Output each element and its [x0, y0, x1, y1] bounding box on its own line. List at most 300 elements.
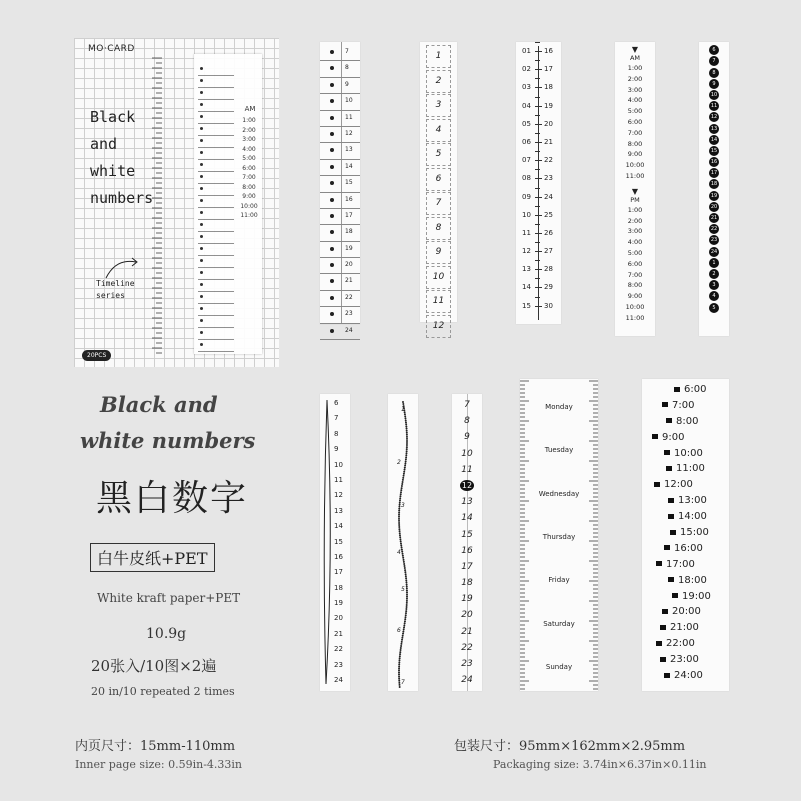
dot-icon — [200, 331, 203, 334]
dashed-box — [426, 70, 451, 93]
tick — [535, 160, 542, 161]
time-label: 10:00 — [625, 302, 645, 311]
dashed-box — [426, 119, 451, 142]
number-text: 10 — [461, 448, 473, 459]
tick — [535, 151, 540, 152]
number-label: 17 — [345, 211, 353, 219]
number-label: 21 — [345, 277, 353, 285]
package-title-line: white — [90, 162, 136, 180]
number-box-row — [320, 209, 360, 225]
dot-icon — [330, 247, 334, 251]
package-time: 4:00 — [242, 145, 256, 153]
package-inner-row — [198, 268, 234, 280]
tick — [535, 69, 542, 70]
day-left: 14 — [522, 283, 531, 292]
number-label: 3 — [435, 100, 442, 110]
number-label: 1 — [435, 51, 442, 61]
number-label — [452, 397, 482, 413]
tick — [535, 133, 540, 134]
day-ruler-row — [516, 300, 561, 318]
time-label: 10:00 — [625, 161, 645, 170]
tick — [535, 51, 542, 52]
dot-icon — [330, 198, 334, 202]
package-am-label: AM — [244, 105, 256, 113]
hour-row — [642, 542, 729, 558]
tick — [535, 178, 542, 179]
number-label: 1 — [401, 406, 405, 413]
number-box-row — [320, 193, 360, 209]
hour-label: 14:00 — [678, 511, 707, 523]
tick — [535, 60, 540, 61]
number-label: 11 — [432, 296, 445, 306]
dot-icon — [200, 259, 203, 262]
hour-row — [642, 431, 729, 447]
number-label: 22 — [334, 645, 343, 654]
hour-block-icon — [664, 545, 670, 550]
time-label: 4:00 — [627, 96, 643, 105]
time-label: 4:00 — [627, 238, 643, 247]
series-label: Timeline series — [96, 279, 135, 300]
number-label: 18 — [334, 583, 343, 592]
tick — [535, 287, 542, 288]
strip-numbered-boxes — [320, 42, 360, 334]
day-right: 17 — [544, 65, 553, 74]
day-left: 04 — [522, 101, 531, 110]
number-label: 1 — [712, 259, 716, 266]
hour-label: 18:00 — [678, 574, 707, 586]
day-left: 09 — [522, 192, 531, 201]
number-label: 24 — [334, 676, 343, 685]
strip-day-ruler — [516, 42, 561, 324]
day-right: 22 — [544, 156, 553, 165]
dashed-box — [426, 241, 451, 264]
number-circle — [709, 224, 719, 234]
dot-icon — [200, 79, 203, 82]
number-label: 11 — [710, 103, 718, 110]
info-material-en: White kraft paper+PET — [97, 591, 241, 605]
number-label: 15 — [334, 537, 343, 546]
number-label: 5 — [435, 149, 442, 159]
hour-row — [642, 621, 729, 637]
number-label: 19 — [334, 599, 343, 608]
number-label: 15 — [710, 147, 718, 154]
dot-icon — [330, 279, 334, 283]
number-box-row — [320, 45, 360, 61]
strip-bead-chain — [388, 394, 418, 691]
package-inner-row — [198, 196, 234, 208]
number-circle — [709, 112, 719, 122]
weekday-label: Tuesday — [544, 446, 574, 455]
package-inner-row — [198, 220, 234, 232]
number-text: 20 — [461, 610, 473, 621]
number-label — [452, 429, 482, 445]
day-right: 21 — [544, 137, 553, 146]
number-label: 12 — [345, 129, 353, 137]
hour-block-icon — [666, 466, 672, 471]
weekday-label: Monday — [545, 403, 573, 411]
number-label: 4 — [397, 549, 401, 556]
triangle-down-icon: ▼ — [631, 186, 639, 196]
day-right: 24 — [544, 192, 553, 201]
dot-icon — [330, 296, 334, 300]
number-label: 7 — [334, 414, 339, 423]
number-text: 7 — [464, 400, 470, 410]
weekday-label: Sunday — [545, 662, 573, 671]
dot-icon — [200, 307, 203, 310]
number-label: 9 — [345, 80, 349, 88]
strip-am-pm-times — [615, 42, 655, 336]
package-title — [90, 104, 153, 212]
info-weight: 10.9g — [146, 626, 187, 642]
number-box-row — [320, 78, 360, 94]
day-left: 01 — [522, 47, 531, 55]
number-label: 9 — [435, 247, 442, 257]
hour-label: 21:00 — [670, 622, 699, 634]
dot-icon — [330, 66, 334, 70]
info-count-en: 20 in/10 repeated 2 times — [91, 685, 235, 698]
number-text: 15 — [461, 529, 473, 540]
dot-icon — [200, 211, 203, 214]
dot-icon — [330, 329, 334, 333]
hour-block-icon — [656, 641, 662, 646]
dashed-box — [426, 192, 451, 215]
day-right: 30 — [544, 301, 553, 310]
number-label: 13 — [710, 125, 718, 132]
dashed-box — [426, 315, 451, 338]
package-inner-row — [198, 328, 234, 340]
number-label — [452, 527, 482, 543]
day-left: 05 — [522, 119, 531, 128]
dot-icon — [200, 199, 203, 202]
number-label: 23 — [334, 660, 343, 669]
tick — [535, 42, 540, 43]
number-text: 21 — [461, 626, 473, 637]
dot-icon — [330, 214, 334, 218]
dot-icon — [200, 139, 203, 142]
number-label: 24 — [345, 326, 353, 334]
hour-block-icon — [674, 387, 680, 392]
hour-row — [642, 415, 729, 431]
number-label — [452, 640, 482, 656]
tick — [535, 278, 540, 279]
number-text: 18 — [461, 578, 473, 589]
number-label: 2 — [712, 270, 716, 277]
hour-label: 8:00 — [676, 415, 699, 427]
number-label — [452, 462, 482, 478]
footer-inner-en: Inner page size: 0.59in-4.33in — [75, 758, 243, 771]
weekday-label: Saturday — [543, 619, 575, 628]
number-label: 17 — [334, 568, 343, 577]
tick — [535, 224, 540, 225]
number-text: 13 — [461, 497, 473, 508]
number-label: 20 — [710, 203, 718, 210]
dot-icon — [200, 163, 203, 166]
number-label: 7 — [345, 48, 349, 55]
tick — [535, 251, 542, 252]
dot-icon — [200, 127, 203, 130]
hour-label: 15:00 — [680, 527, 709, 539]
number-label: 6 — [397, 627, 401, 634]
number-text: 24 — [461, 675, 473, 686]
package-time: 11:00 — [240, 212, 258, 219]
weekday-label: Friday — [548, 576, 570, 585]
time-label: 2:00 — [627, 216, 643, 225]
footer-pack-cn: 包装尺寸：95mm×162mm×2.95mm — [454, 739, 686, 754]
number-circle — [709, 202, 719, 212]
tick — [535, 297, 540, 298]
package-inner-row — [198, 64, 234, 76]
hour-label: 13:00 — [678, 495, 707, 507]
number-label: 20 — [334, 614, 343, 623]
package-inner-row — [198, 148, 234, 160]
day-left: 11 — [522, 228, 531, 237]
number-label — [452, 624, 482, 640]
number-box-row — [320, 258, 360, 274]
hour-row — [642, 447, 729, 463]
hour-block-icon — [664, 673, 670, 678]
hour-block-icon — [662, 609, 668, 614]
number-circle — [709, 45, 719, 55]
package-time: 1:00 — [242, 117, 256, 124]
day-left: 10 — [522, 210, 531, 219]
number-circle — [709, 79, 719, 89]
hour-block-icon — [664, 450, 670, 455]
strip-line-numbers — [320, 394, 350, 691]
tick — [535, 78, 540, 79]
arrow-icon — [102, 254, 142, 282]
info-title-en-line2: white numbers — [80, 428, 256, 453]
time-label: 8:00 — [627, 139, 643, 148]
dot-icon — [200, 319, 203, 322]
number-label: 4 — [435, 124, 442, 135]
package-time: 7:00 — [242, 174, 256, 181]
number-label: 24 — [710, 248, 718, 255]
hour-block-icon — [666, 418, 672, 423]
dot-icon — [330, 132, 334, 136]
package-title-line: Black — [90, 108, 136, 126]
triangle-down-icon: ▼ — [631, 45, 639, 54]
day-left: 02 — [522, 65, 531, 74]
number-label — [452, 510, 482, 526]
dot-icon — [330, 230, 334, 234]
tick — [535, 206, 540, 207]
number-text: 16 — [461, 545, 473, 556]
footer-pack-en: Packaging size: 3.74in×6.37in×0.11in — [493, 758, 707, 771]
number-text: 17 — [461, 561, 473, 572]
dot-icon — [200, 223, 203, 226]
hour-label: 7:00 — [672, 399, 695, 411]
dot-icon — [200, 103, 203, 106]
tick — [535, 242, 540, 243]
number-box-row — [320, 274, 360, 290]
hour-block-icon — [668, 498, 674, 503]
tick — [535, 124, 542, 125]
time-label: 7:00 — [627, 270, 643, 279]
number-box-row — [320, 324, 360, 340]
hour-row — [642, 399, 729, 415]
number-label: 5 — [712, 304, 716, 311]
day-left: 07 — [522, 156, 531, 165]
number-text: 22 — [461, 642, 473, 653]
number-label: 10 — [345, 97, 353, 105]
number-label: 11 — [334, 475, 343, 484]
number-label: 20 — [345, 261, 353, 269]
hour-label: 9:00 — [662, 431, 685, 443]
package-time: 2:00 — [242, 126, 256, 134]
day-right: 23 — [544, 174, 553, 183]
number-box-row — [320, 225, 360, 241]
hour-block-icon — [668, 514, 674, 519]
hour-row — [642, 637, 729, 653]
dashed-box — [426, 266, 451, 289]
dot-icon — [200, 67, 203, 70]
package-inner-row — [198, 172, 234, 184]
number-circle — [709, 191, 719, 201]
number-label: 12 — [710, 114, 718, 121]
dashed-box — [426, 45, 451, 68]
package-time: 5:00 — [242, 155, 256, 162]
dot-icon — [200, 235, 203, 238]
number-label: 16 — [334, 552, 343, 561]
time-label: 6:00 — [627, 117, 643, 126]
number-label: 14 — [345, 162, 353, 170]
number-circle — [709, 56, 719, 66]
number-label: 12 — [432, 320, 445, 331]
tick — [535, 197, 542, 198]
tick — [535, 142, 542, 143]
hour-block-icon — [654, 482, 660, 487]
time-label: 9:00 — [627, 150, 643, 159]
dot-icon — [330, 181, 334, 185]
time-label: 2:00 — [627, 74, 643, 83]
info-material-cn: 白牛皮纸+PET — [90, 543, 215, 572]
hour-row — [642, 669, 729, 685]
day-left: 06 — [522, 137, 531, 146]
number-label — [452, 591, 482, 607]
number-circle — [709, 258, 719, 268]
number-circle — [709, 146, 719, 156]
number-label: 18 — [710, 181, 718, 188]
number-label: 14 — [710, 136, 718, 143]
package-inner-row — [198, 340, 234, 352]
dot-icon — [200, 175, 203, 178]
number-label — [452, 607, 482, 623]
package-inner-row — [198, 76, 234, 88]
number-label: 14 — [334, 522, 343, 531]
day-right: 19 — [544, 101, 553, 110]
time-label: 1:00 — [627, 205, 643, 214]
tick — [535, 260, 540, 261]
strip-black-circles — [699, 42, 729, 336]
number-label: 15 — [345, 179, 353, 187]
number-circle — [709, 135, 719, 145]
package-inner-row — [198, 112, 234, 124]
tick — [535, 87, 542, 88]
number-circle — [709, 291, 719, 301]
pm-label: PM — [630, 195, 640, 204]
number-text: 14 — [461, 513, 473, 524]
hour-row — [642, 590, 729, 606]
dashed-box — [426, 290, 451, 313]
hour-row — [642, 526, 729, 542]
hour-label: 19:00 — [682, 590, 711, 602]
tick — [535, 97, 540, 98]
number-circle — [709, 124, 719, 134]
number-circle — [709, 179, 719, 189]
day-right: 26 — [544, 228, 553, 237]
number-label: 23 — [345, 310, 353, 318]
am-label: AM — [629, 54, 641, 62]
package-time: 10:00 — [240, 202, 258, 210]
dot-icon — [200, 283, 203, 286]
tick — [535, 188, 540, 189]
number-label: 6 — [334, 399, 339, 407]
time-label: 11:00 — [625, 313, 645, 322]
number-box-row — [320, 127, 360, 143]
time-label: 6:00 — [627, 259, 643, 268]
number-label: 13 — [345, 146, 353, 154]
hour-block-icon — [652, 434, 658, 439]
day-right: 29 — [544, 283, 553, 292]
brand-label: MO·CARD — [88, 44, 135, 54]
dot-icon — [200, 91, 203, 94]
number-label: 8 — [435, 222, 442, 233]
package-inner-row — [198, 304, 234, 316]
time-label: 5:00 — [627, 107, 643, 116]
number-box-row — [320, 143, 360, 159]
number-label: 2 — [435, 75, 442, 86]
dot-icon — [200, 151, 203, 154]
hour-block-icon — [668, 577, 674, 582]
number-label: 22 — [345, 293, 353, 301]
number-label: 11 — [345, 113, 353, 121]
dot-icon — [330, 263, 334, 267]
package-time: 9:00 — [242, 193, 256, 200]
dot-icon — [330, 312, 334, 316]
number-label: 12 — [334, 491, 343, 500]
time-label: 7:00 — [627, 128, 643, 137]
number-circle — [709, 303, 719, 313]
hour-label: 17:00 — [666, 558, 695, 570]
day-right: 20 — [544, 119, 553, 128]
number-label: 10 — [710, 91, 718, 98]
number-label: 3 — [712, 282, 716, 289]
number-circle — [709, 235, 719, 245]
day-right: 25 — [544, 210, 553, 219]
time-label: 8:00 — [627, 281, 643, 290]
package-time: 3:00 — [242, 136, 256, 143]
number-label: 8 — [712, 69, 716, 76]
dashed-box — [426, 143, 451, 166]
dot-icon — [200, 343, 203, 346]
day-right: 18 — [544, 83, 553, 92]
day-right: 16 — [544, 47, 553, 55]
dot-icon — [330, 116, 334, 120]
day-left: 13 — [522, 265, 531, 274]
number-circle — [709, 280, 719, 290]
number-label: 16 — [710, 159, 718, 166]
tick — [535, 115, 540, 116]
hour-label: 16:00 — [674, 542, 703, 554]
hour-label: 6:00 — [684, 384, 707, 395]
number-label: 2 — [397, 459, 401, 466]
hour-label: 12:00 — [664, 479, 693, 491]
dot-icon — [330, 148, 334, 152]
dot-icon — [330, 165, 334, 169]
package-inner-row — [198, 256, 234, 268]
day-left: 03 — [522, 83, 531, 92]
day-left: 15 — [522, 301, 531, 310]
